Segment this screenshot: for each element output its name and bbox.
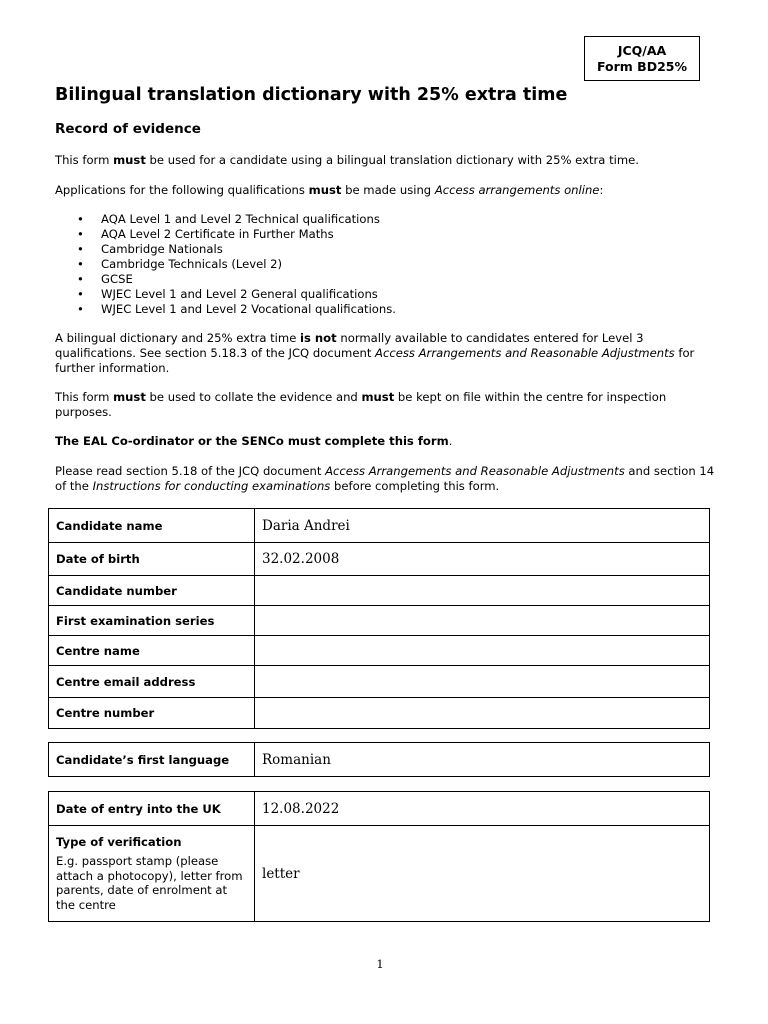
verification-field[interactable]: letter: [255, 826, 710, 922]
candidate-details-table: [48, 508, 710, 729]
list-item: • Cambridge Technicals (Level 2): [55, 257, 396, 272]
page-number: 1: [376, 957, 384, 971]
collate-paragraph: This form must be used to collate the evidence and must be kept on file within the centre for inspection purposes.: [55, 390, 667, 419]
reference-line-2: Form BD25%: [597, 58, 687, 74]
form-reference-box: [584, 36, 700, 81]
table-row: [49, 743, 710, 777]
read-paragraph: Please read section 5.18 of the JCQ document Access Arrangements and Reasonable Adjustments and section 14 of the Instructions for conducting examinations before completing this form.: [55, 464, 715, 493]
centre-name-field[interactable]: [255, 636, 710, 666]
applications-paragraph: Applications for the following qualifications must be made using Access arrangements online:: [55, 183, 604, 197]
candidate-name-label: Candidate name: [49, 509, 255, 543]
date-of-birth-field[interactable]: 32.02.2008: [255, 543, 710, 576]
table-row: [49, 606, 710, 636]
candidate-number-label: Candidate number: [49, 576, 255, 606]
first-language-field[interactable]: Romanian: [255, 743, 710, 777]
intro-paragraph: This form must be used for a candidate using a bilingual translation dictionary with 25% extra time.: [55, 153, 639, 167]
date-of-birth-label: Date of birth: [49, 543, 255, 576]
table-row: [49, 826, 710, 922]
list-item: • WJEC Level 1 and Level 2 Vocational qualifications.: [55, 302, 396, 317]
entry-date-field[interactable]: 12.08.2022: [255, 792, 710, 826]
entry-date-label: Date of entry into the UK: [49, 792, 255, 826]
candidate-name-field[interactable]: Daria Andrei: [255, 509, 710, 543]
table-row: [49, 792, 710, 826]
list-item: • WJEC Level 1 and Level 2 General qualifications: [55, 287, 396, 302]
verification-label-cell: [49, 826, 255, 922]
list-item: • Cambridge Nationals: [55, 242, 396, 257]
language-table: [48, 742, 710, 777]
table-row: [49, 636, 710, 666]
page-subtitle: Record of evidence: [55, 121, 201, 137]
centre-email-field[interactable]: [255, 666, 710, 698]
reference-line-1: JCQ/AA: [617, 42, 667, 58]
verification-label: Type of verification: [56, 835, 182, 849]
complete-instruction: The EAL Co-ordinator or the SENCo must complete this form.: [55, 434, 453, 448]
page-title: Bilingual translation dictionary with 25% extra time: [55, 85, 568, 105]
table-row: [49, 543, 710, 576]
centre-name-label: Centre name: [49, 636, 255, 666]
first-language-label: Candidate’s first language: [49, 743, 255, 777]
candidate-number-field[interactable]: [255, 576, 710, 606]
centre-number-label: Centre number: [49, 698, 255, 729]
uk-entry-table: [48, 791, 710, 922]
first-exam-series-label: First examination series: [49, 606, 255, 636]
table-row: [49, 509, 710, 543]
centre-number-field[interactable]: [255, 698, 710, 729]
list-item: • GCSE: [55, 272, 396, 287]
centre-email-label: Centre email address: [49, 666, 255, 698]
table-row: [49, 666, 710, 698]
verification-hint: E.g. passport stamp (please attach a photocopy), letter from parents, date of enrolment at the centre: [56, 854, 243, 912]
first-exam-series-field[interactable]: [255, 606, 710, 636]
list-item: • AQA Level 1 and Level 2 Technical qualifications: [55, 212, 396, 227]
list-item: • AQA Level 2 Certificate in Further Maths: [55, 227, 396, 242]
qualifications-list: [55, 212, 396, 317]
level3-paragraph: A bilingual dictionary and 25% extra time is not normally available to candidates entered for Level 3 qualifications. See section 5.18.3 of the JCQ document Access Arrangements and Reasonable Adjustments for further information.: [55, 331, 695, 375]
table-row: [49, 576, 710, 606]
table-row: [49, 698, 710, 729]
